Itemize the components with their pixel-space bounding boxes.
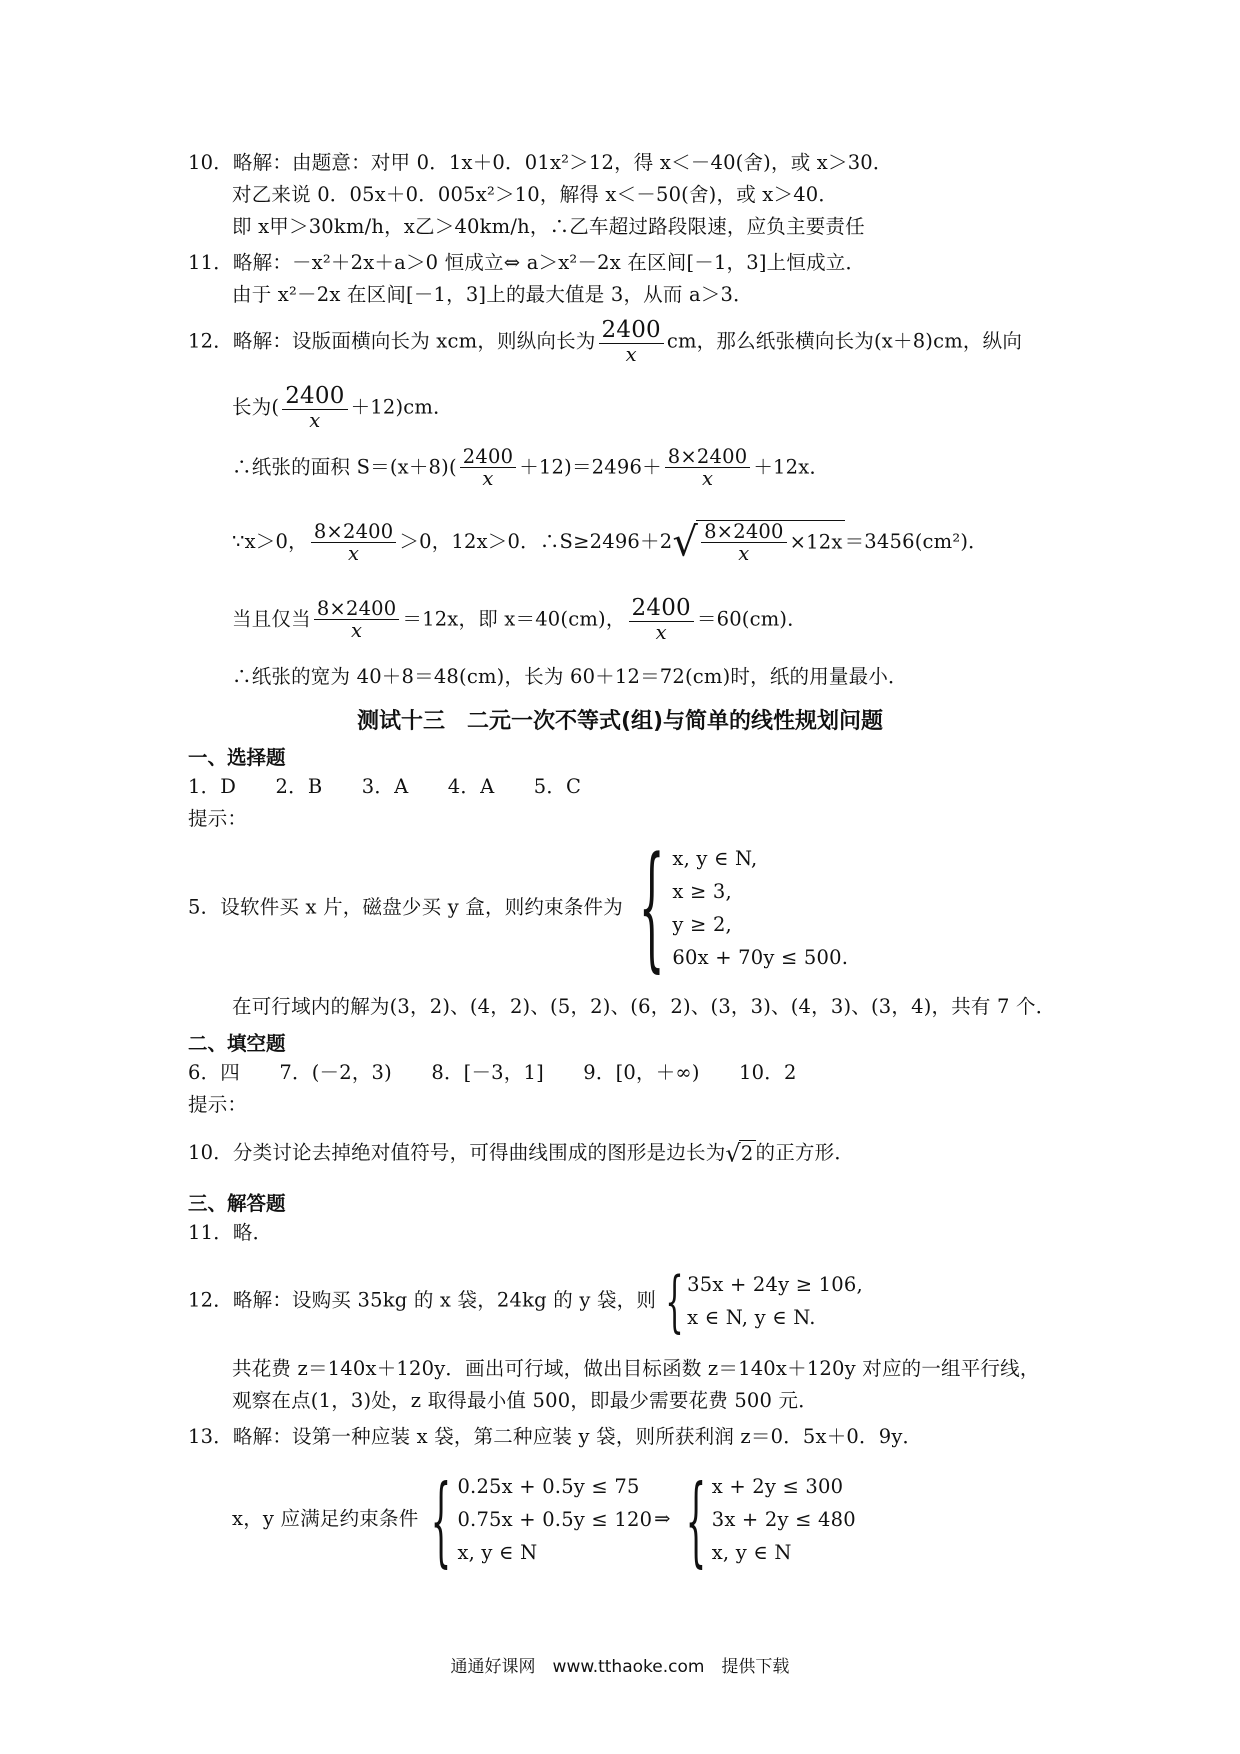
- section-2-answers: 6．四 7．(－2，3) 8．[－3，1] 9．[0，＋∞) 10．2: [188, 1061, 797, 1084]
- question-13-line-1: 13．略解：设第一种应装 x 袋，第二种应装 y 袋，则所获利润 z＝0．5x＋0．9y．: [188, 1425, 923, 1448]
- problem-10-line-2: 对乙来说 0．05x＋0．005x²＞10，解得 x＜－50(舍)，或 x＞40．: [232, 183, 839, 206]
- section-1-heading: 一、选择题: [188, 746, 286, 769]
- p12-text: ＝3456(cm²)．: [844, 529, 988, 553]
- problem-11-line-2: 由于 x²－2x 在区间[－1，3]上的最大值是 3，从而 a＞3．: [232, 283, 753, 306]
- p12-text: ＝12x，即 x＝40(cm)，: [402, 607, 626, 631]
- denominator: x: [738, 542, 750, 566]
- square-root-2: [725, 1140, 755, 1167]
- problem-11-line-1: 11．略解：－x²＋2x＋a＞0 恒成立⇔ a＞x²－2x 在区间[－1，3]上恒成立．: [188, 251, 866, 274]
- fraction-2400-over-x: [460, 446, 516, 490]
- fraction-8x2400-over-x: [311, 521, 397, 565]
- section-2-heading: 二、填空题: [188, 1032, 286, 1055]
- fraction-2400-over-x: [629, 596, 694, 644]
- left-brace-icon: {: [665, 1261, 684, 1341]
- question-12-line-2: 共花费 z＝140x＋120y．画出可行域，做出目标函数 z＝140x＋120y 对应的一组平行线，: [232, 1357, 1040, 1380]
- question-5-line: [188, 828, 849, 986]
- p12-text: ＋12)cm．: [350, 395, 453, 419]
- radicand: [696, 520, 845, 565]
- denominator: x: [348, 541, 360, 565]
- section-1-hint-label: 提示：: [188, 807, 248, 830]
- numerator: 8×2400: [314, 598, 400, 620]
- constraint-item: x, y ∈ N,: [672, 847, 758, 870]
- left-brace-icon: {: [638, 828, 665, 986]
- question-10-text: 10．分类讨论去掉绝对值符号，可得曲线围成的图形是边长为: [188, 1141, 726, 1164]
- fraction-8x2400-over-x: [665, 446, 751, 490]
- p12-text: ＝60(cm)．: [696, 607, 807, 631]
- problem-12-line-5: [232, 596, 807, 644]
- fraction-8x2400-over-x: [314, 598, 400, 642]
- denominator: x: [625, 343, 637, 367]
- question-13-line-2: [232, 1462, 856, 1577]
- constraint-item: x ∈ N, y ∈ N.: [687, 1306, 816, 1329]
- constraint-item: 0.25x + 0.5y ≤ 75: [457, 1475, 640, 1498]
- radicand-tail: ×12x: [789, 530, 843, 554]
- p12-text: 长为(: [232, 395, 280, 419]
- denominator: x: [351, 619, 363, 643]
- numerator: 8×2400: [311, 521, 397, 543]
- constraint-item: 0.75x + 0.5y ≤ 120: [457, 1508, 653, 1531]
- section-1-answers: 1．D 2．B 3．A 4．A 5．C: [188, 775, 582, 798]
- denominator: x: [309, 409, 321, 433]
- question-10-text: 的正方形．: [755, 1141, 855, 1164]
- question-12-text: 12．略解：设购买 35kg 的 x 袋，24kg 的 y 袋，则: [188, 1288, 657, 1312]
- constraint-item: x + 2y ≤ 300: [711, 1475, 844, 1498]
- question-12-line-1: [188, 1261, 863, 1341]
- constraint-item: x, y ∈ N: [457, 1541, 538, 1564]
- section-2-hint-label: 提示：: [188, 1093, 248, 1116]
- constraint-system: [656, 1261, 863, 1341]
- denominator: x: [482, 467, 494, 491]
- numerator: 2400: [629, 596, 694, 622]
- p12-text: 当且仅当: [232, 607, 311, 631]
- question-11-answer: 11．略．: [188, 1221, 273, 1244]
- denominator: x: [655, 621, 667, 645]
- left-brace-icon: {: [685, 1462, 707, 1577]
- problem-12-line-3: [232, 446, 829, 490]
- problem-12-line-6: ∴纸张的宽为 40＋8＝48(cm)，长为 60＋12＝72(cm)时，纸的用量最小．: [232, 665, 908, 688]
- fraction-8x2400-over-x: [701, 521, 787, 565]
- p12-text: ＋12)＝2496＋: [519, 455, 662, 479]
- fraction-2400-over-x: [599, 318, 664, 366]
- constraint-list: [457, 1470, 652, 1569]
- constraint-item: 3x + 2y ≤ 480: [711, 1508, 856, 1531]
- constraint-list: [712, 1470, 856, 1569]
- p12-text: ＋12x．: [753, 455, 830, 479]
- p12-text: ∵x＞0，: [232, 529, 308, 553]
- constraint-item: y ≥ 2,: [672, 913, 732, 936]
- section-3-heading: 三、解答题: [188, 1192, 286, 1215]
- constraint-item: x ≥ 3,: [672, 880, 732, 903]
- p12-text: cm，那么纸张横向长为(x＋8)cm，纵向: [666, 329, 1023, 353]
- constraint-system-right: [673, 1462, 856, 1577]
- question-13-text: x，y 应满足约束条件: [232, 1507, 419, 1530]
- fraction-2400-over-x: [282, 384, 347, 432]
- radical-sign-icon: √: [672, 519, 699, 566]
- denominator: x: [701, 467, 714, 491]
- constraint-item: 35x + 24y ≥ 106,: [687, 1273, 863, 1296]
- radical-sign-icon: √: [725, 1139, 741, 1168]
- constraint-system-left: [418, 1462, 653, 1577]
- constraint-item: 60x + 70y ≤ 500.: [672, 946, 849, 969]
- problem-12-line-4: [232, 520, 988, 565]
- constraint-list: [672, 842, 848, 974]
- left-brace-icon: {: [431, 1462, 452, 1577]
- question-5-solution: 在可行域内的解为(3，2)、(4，2)、(5，2)、(6，2)、(3，3)、(4，3)、(3，4)，共有 7 个．: [232, 995, 1056, 1018]
- constraint-list: [687, 1268, 863, 1334]
- p12-text: 12．略解：设版面横向长为 xcm，则纵向长为: [188, 329, 596, 353]
- question-5-text: 5．设软件买 x 片，磁盘少买 y 盒，则约束条件为: [188, 895, 623, 919]
- numerator: 2400: [282, 384, 347, 410]
- test-title: 测试十三 二元一次不等式(组)与简单的线性规划问题: [356, 709, 884, 734]
- radicand: 2: [740, 1142, 754, 1165]
- constraint-system: [623, 828, 849, 986]
- page-footer: 通通好课网 www.tthaoke.com 提供下载: [450, 1657, 790, 1677]
- numerator: 8×2400: [701, 521, 787, 543]
- constraint-item: x, y ∈ N: [711, 1541, 792, 1564]
- question-12-line-3: 观察在点(1，3)处，z 取得最小值 500，即最少需要花费 500 元．: [232, 1389, 818, 1412]
- problem-12-line-1: [188, 318, 1022, 366]
- square-root-expression: [672, 520, 844, 565]
- implies-arrow: ⇒: [654, 1507, 671, 1530]
- problem-10-line-3: 即 x甲＞30km/h，x乙＞40km/h，∴乙车超过路段限速，应负主要责任: [232, 215, 865, 238]
- p12-text: ＞0，12x＞0．∴S≥2496＋2: [399, 529, 673, 553]
- numerator: 8×2400: [665, 446, 751, 468]
- numerator: 2400: [599, 318, 664, 344]
- problem-10-line-1: 10．略解：由题意：对甲 0．1x＋0．01x²＞12，得 x＜－40(舍)，或 x＞30．: [188, 151, 893, 174]
- problem-12-line-2: [232, 384, 453, 432]
- question-10-hint: [188, 1140, 854, 1167]
- p12-text: ∴纸张的面积 S＝(x＋8)(: [232, 455, 457, 479]
- numerator: 2400: [460, 446, 516, 468]
